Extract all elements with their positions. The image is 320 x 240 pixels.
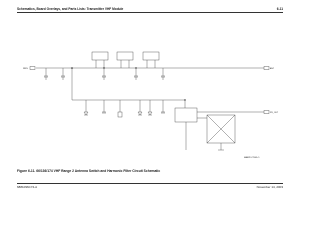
page-number: 6-11 [276,7,283,11]
schematic-reference-tag: MAEPF-27945-O [244,157,260,159]
document-number: 6881096C74-A [17,184,38,189]
lower-component-group [84,100,165,117]
shunt-capacitor-group [44,68,165,80]
input-port-label: RFIN [23,68,28,70]
page-header-title: Schematics, Board Overlays, and Parts Lists: Transmitter VHF Module [17,7,124,11]
document-date: November 14, 2003 [256,184,283,189]
figure-caption: Figure 6-11. 66/136/174 VHF Range 2 Antenna Switch and Harmonic Filter Circuit Schematic [17,169,161,173]
footer-rule [17,183,283,184]
output-port-label: ANT [270,68,274,70]
rx-port-label: RX_OUT [270,112,279,114]
switch-ic [175,108,197,122]
lc-tank-group [92,52,159,68]
